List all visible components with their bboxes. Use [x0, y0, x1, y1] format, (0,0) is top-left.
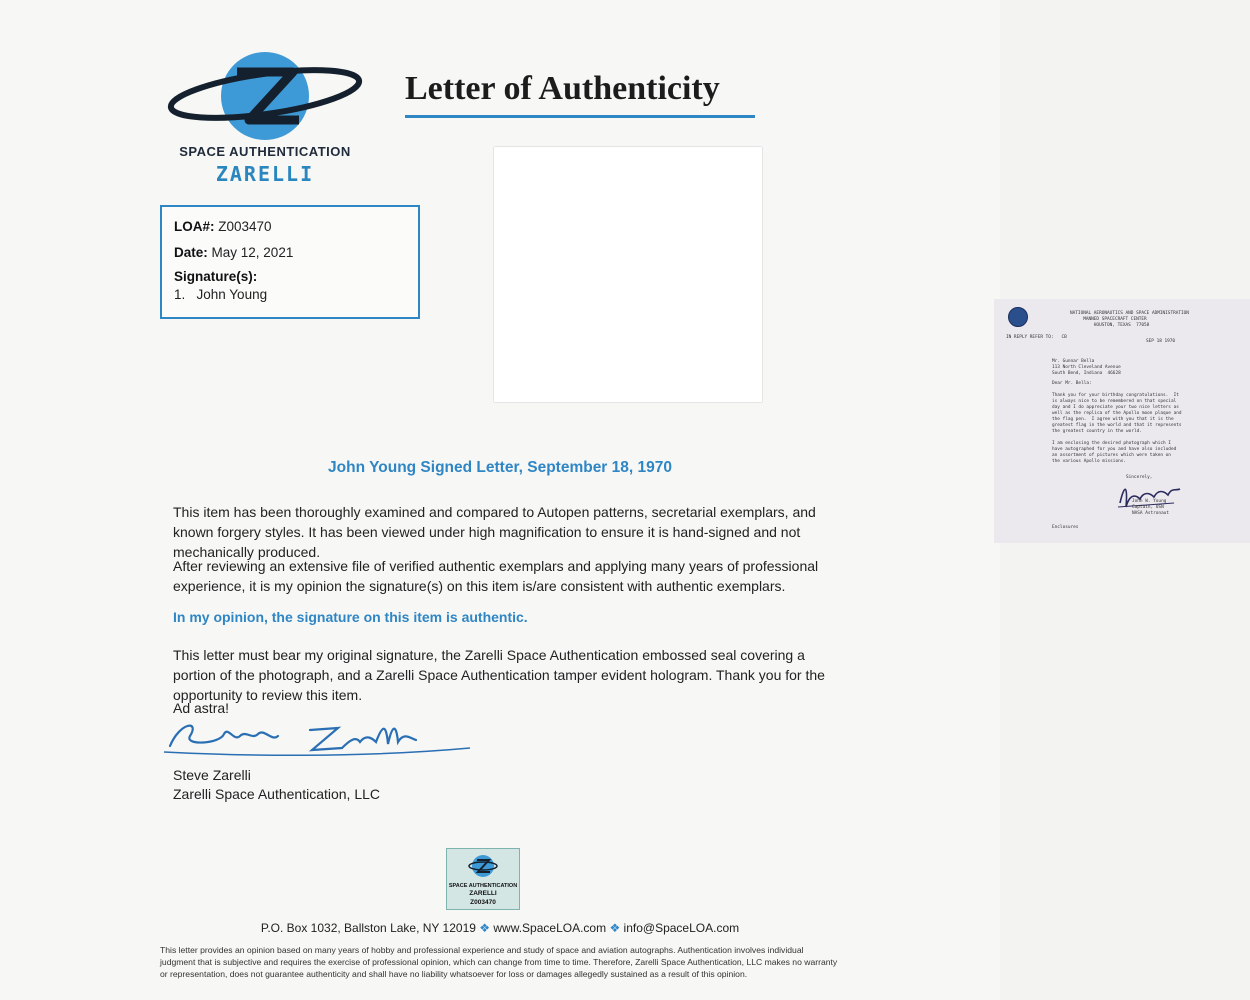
- letter-enclosures: Enclosures: [1052, 525, 1079, 530]
- letter-header: NATIONAL AERONAUTICS AND SPACE ADMINISTRATION MANNED SPACECRAFT CENTER HOUSTON, TEXAS 77058: [1070, 311, 1189, 328]
- hologram-serial: Z003470: [470, 899, 496, 906]
- footer-website[interactable]: www.SpaceLOA.com: [493, 921, 607, 935]
- logo-text-space-authentication: SPACE AUTHENTICATION: [179, 144, 351, 159]
- letter-body-2: I am enclosing the desired photograph which I have autographed for you and have also included an assortment of pictures which were taken on the various Apollo missions.: [1052, 441, 1177, 464]
- hologram-text-2: ZARELLI: [469, 890, 497, 897]
- hologram-text-1: SPACE AUTHENTICATION: [448, 883, 518, 889]
- footer-contact: [0, 921, 1000, 935]
- paragraph-examination: This item has been thoroughly examined and compared to Autopen patterns, secretarial exemplars, and known forgery styles. It has been viewed under high magnification to ensure it is hand-signed and not mechanically produced.: [173, 504, 816, 560]
- z-globe-icon: [165, 44, 365, 144]
- authentication-hologram: [446, 848, 520, 910]
- signer-company: Zarelli Space Authentication, LLC: [173, 786, 381, 802]
- paragraph-opinion: After reviewing an extensive file of verified authentic exemplars and applying many years of professional experience, it is my opinion the signature(s) on this item is/are consistent with authentic exemplars.: [173, 558, 819, 594]
- legal-disclaimer: This letter provides an opinion based on many years of hobby and professional experience and study of space and aviation autographs. Authentication involves individual judgment that is subjective and requires the exercise of professional opinion, which can change from time to time. Therefore, Zarelli Space Authentication, LLC makes no warranty or representation, does not guarantee authenticity and shall have no liability whatsoever for loss or damages allegedly sustained as a result of this opinion.: [160, 945, 838, 979]
- loa-date-row: [174, 245, 293, 260]
- footer-address: P.O. Box 1032, Ballston Lake, NY 12019: [260, 921, 476, 935]
- nasa-letter-image: [994, 299, 1250, 543]
- signer-name: Steve Zarelli: [173, 767, 251, 783]
- title-underline: [405, 115, 755, 118]
- letter-salutation: Dear Mr. Bella:: [1052, 381, 1092, 386]
- hologram-logo-icon: [469, 852, 497, 880]
- paragraph-requirements: This letter must bear my original signature, the Zarelli Space Authentication embossed seal covering a portion of the photograph, and a Zarelli Space Authentication tamper evident hologram. Thank you for the opportunity to review this item.: [173, 647, 825, 703]
- page-title: Letter of Authenticity: [405, 70, 720, 107]
- loa-number-row: [174, 219, 272, 234]
- zarelli-logo: [165, 44, 365, 194]
- authentic-statement: In my opinion, the signature on this item is authentic.: [173, 609, 528, 625]
- loa-number-label: LOA#:: [174, 219, 215, 234]
- letter-typed-name: John W. Young Captain, USN NASA Astronaut: [1132, 499, 1170, 516]
- letter-address: Mr. Gunnar Bella 113 North Cleveland Avenue South Bend, Indiana 46628: [1052, 359, 1121, 376]
- loa-number-value: Z003470: [218, 219, 272, 234]
- letter-reply-to: IN REPLY REFER TO: CB: [1006, 335, 1067, 340]
- sign-off: Ad astra!: [173, 700, 230, 716]
- steve-zarelli-signature: [160, 712, 480, 762]
- letter-closing: Sincerely,: [1126, 475, 1153, 480]
- separator-icon: ❖: [609, 921, 621, 935]
- separator-icon: ❖: [479, 921, 491, 935]
- loa-date-value: May 12, 2021: [211, 245, 294, 260]
- loa-signatures-label: Signature(s):: [174, 269, 258, 284]
- footer-email[interactable]: info@SpaceLOA.com: [623, 921, 740, 935]
- loa-date-label: Date:: [174, 245, 208, 260]
- letter-date-stamp: SEP 18 1970: [1146, 339, 1176, 344]
- item-heading: John Young Signed Letter, September 18, 1970: [328, 459, 672, 476]
- logo-text-zarelli: ZARELLI: [215, 162, 315, 186]
- letter-body-1: Thank you for your birthday congratulations. It is always nice to be remembered on that special day and I do appreciate your two nice letters as well as the replica of the Apollo moon plaque and the flag pen. I agree with you that it is the greatest flag in the world and that it represents the greatest country in the world.: [1052, 393, 1182, 434]
- loa-info-box: [160, 205, 420, 319]
- nasa-seal-icon: [1008, 307, 1028, 327]
- loa-signature-item: 1. John Young: [174, 287, 268, 302]
